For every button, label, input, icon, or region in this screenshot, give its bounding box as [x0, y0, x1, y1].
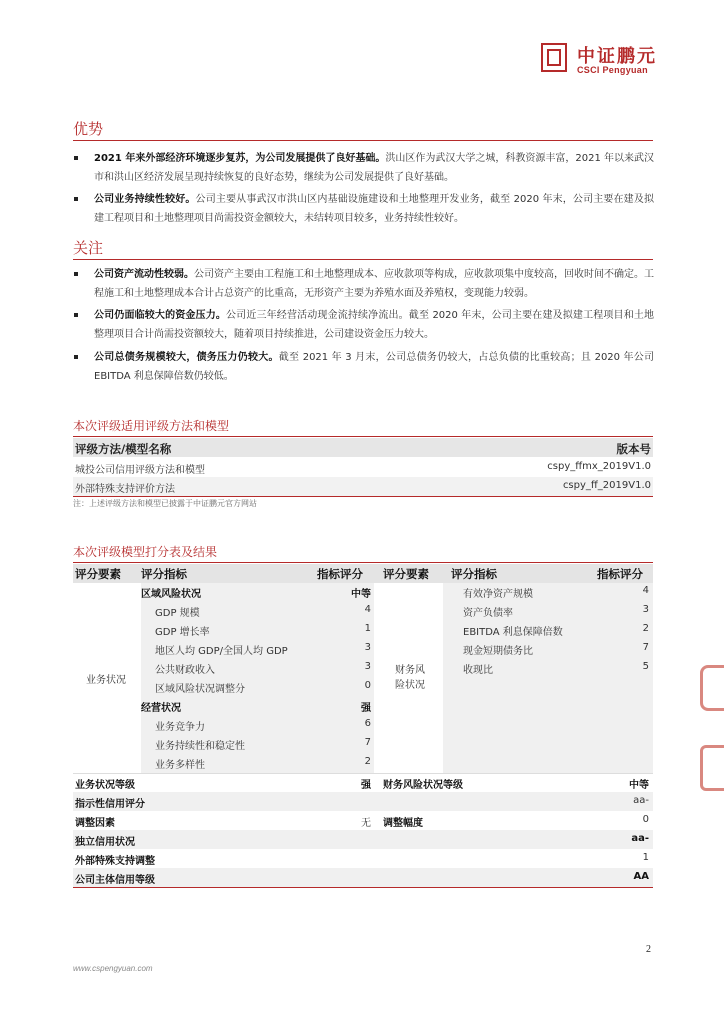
left-row-name: GDP 规模: [155, 608, 200, 619]
concern-item-3: [74, 348, 654, 386]
concern-item-3-text: 截至 2021 年 3 月末，公司总债务仍较大，占总负债的比重较高；且 2020 年公司 EBITDA 利息保障倍数仍较低。: [94, 352, 654, 382]
score-header-factor-right: 评分要素: [383, 567, 429, 581]
concerns-heading: 关注: [73, 239, 104, 257]
method-table-bottomline: [73, 496, 653, 497]
summary-adjust-label: 调整因素: [75, 818, 115, 829]
seal-stamp-fragment: [700, 745, 724, 791]
left-row-name: 经营状况: [141, 703, 181, 714]
score-table-bottomline: [73, 887, 653, 888]
strengths-divider: [73, 140, 653, 141]
strength-item-2-text: 公司主要从事武汉市洪山区内基础设施建设和土地整理开发业务，截至 2020 年末，公司主要在建及拟建工程项目和土地整理项目尚需投资金额较大，未结转项目较多，业务持续性较好。: [94, 194, 654, 224]
left-row-score: 0: [364, 680, 371, 691]
summary-adjust-value: 无: [361, 818, 371, 829]
summary-final-label: 公司主体信用等级: [75, 875, 155, 886]
bullet-icon: [74, 156, 78, 160]
score-header-indicator-left: 评分指标: [141, 567, 187, 581]
summary-finance-label: 财务风险状况等级: [383, 780, 463, 791]
left-row-score: 3: [364, 661, 371, 672]
row-bg: [73, 792, 653, 811]
left-row-score: 1: [364, 623, 371, 634]
summary-adjust-range-value: 0: [642, 814, 649, 825]
bullet-icon: [74, 355, 78, 359]
left-row-name: 公共财政收入: [155, 665, 215, 676]
left-row-score: 强: [361, 703, 371, 714]
factor-finance: [378, 583, 442, 773]
row-bg: [73, 868, 653, 887]
factor-business-label: 业务状况: [86, 674, 126, 686]
left-row-name: 地区人均 GDP/全国人均 GDP: [155, 646, 288, 657]
summary-indicative-value: aa-: [633, 795, 649, 806]
right-row-score: 2: [642, 623, 649, 634]
concern-item-3-bold: 公司总债务规模较大，债务压力仍较大。: [94, 352, 279, 363]
right-row-score: 3: [642, 604, 649, 615]
concern-item-2-text: 公司近三年经营活动现金流持续净流出。截至 2020 年末，公司主要在建及拟建工程项目和土地整理项目合计尚需投资额较大，随着项目持续推进，公司建设资金压力较大。: [94, 310, 655, 340]
method-row: [73, 477, 653, 496]
col-gap: [140, 583, 141, 773]
summary-support-value: 1: [642, 852, 649, 863]
score-header-score-right: 指标评分: [597, 567, 643, 581]
concern-item-1-text: 公司资产主要由工程施工和土地整理成本、应收款项等构成，应收款项集中度较高，回收时间不确定。工程施工和土地整理成本合计占总资产的比重高，无形资产主要为养殖水面及养殖权，变现能力较弱。: [94, 269, 654, 299]
right-row-name: 有效净资产规模: [463, 589, 533, 600]
row-divider: [73, 773, 653, 774]
left-row-name: 业务多样性: [155, 760, 205, 771]
right-row-score: 4: [642, 585, 649, 596]
summary-business-value: 强: [361, 780, 371, 791]
score-header-factor-left: 评分要素: [75, 567, 121, 581]
strength-item-1-bold: 2021 年来外部经济环境逐步复苏，为公司发展提供了良好基础。: [94, 153, 386, 164]
factor-business: [73, 583, 139, 773]
logo-text-cn: 中证鹏元: [577, 46, 657, 67]
concern-item-2: [74, 306, 654, 344]
bullet-icon: [74, 272, 78, 276]
footer-website: www.cspengyuan.com: [73, 964, 153, 973]
method-row-version: cspy_ff_2019V1.0: [562, 480, 651, 491]
summary-business-label: 业务状况等级: [75, 780, 135, 791]
left-row-name: 区域风险状况: [141, 589, 201, 600]
concerns-divider: [73, 259, 653, 260]
seal-stamp-fragment: [700, 665, 724, 711]
left-row-score: 4: [364, 604, 371, 615]
left-row-score: 3: [364, 642, 371, 653]
method-col-name: 评级方法/模型名称: [75, 442, 172, 456]
left-row-name: 业务竞争力: [155, 722, 205, 733]
strength-item-2-bold: 公司业务持续性较好。: [94, 194, 196, 205]
summary-indicative-label: 指示性信用评分: [75, 799, 145, 810]
method-table-title: 本次评级适用评级方法和模型: [73, 419, 230, 433]
score-header-indicator-right: 评分指标: [451, 567, 497, 581]
left-row-score: 7: [364, 737, 371, 748]
method-table-topline: [73, 436, 653, 437]
left-row-name: 业务持续性和稳定性: [155, 741, 245, 752]
page-number: 2: [646, 944, 651, 955]
summary-support-label: 外部特殊支持调整: [75, 856, 155, 867]
score-table-title: 本次评级模型打分表及结果: [73, 545, 218, 559]
strength-item-1-text: 洪山区作为武汉大学之城，科教资源丰富，2021 年以来武汉市和洪山区经济发展呈现持续恢复的良好态势，继续为公司发展提供了良好基础。: [94, 153, 654, 183]
factor-finance-label: 财务风险状况: [395, 665, 425, 691]
method-row-version: cspy_ffmx_2019V1.0: [547, 461, 651, 472]
concern-item-1: [74, 265, 654, 303]
method-table-note: 注：上述评级方法和模型已披露于中证鹏元官方网站: [73, 499, 257, 508]
method-row: [73, 458, 653, 477]
method-row-name: 外部特殊支持评价方法: [75, 484, 175, 495]
left-row-score: 6: [364, 718, 371, 729]
right-row-score: 5: [642, 661, 649, 672]
left-row-score: 2: [364, 756, 371, 767]
left-row-score: 中等: [351, 589, 371, 600]
right-row-name: 现金短期债务比: [463, 646, 533, 657]
right-row-score: 7: [642, 642, 649, 653]
strength-item-2: [74, 190, 654, 228]
concern-item-2-bold: 公司仍面临较大的资金压力。: [94, 310, 227, 321]
score-header-score-left: 指标评分: [317, 567, 363, 581]
summary-final-value: AA: [633, 871, 649, 882]
score-table-topline: [73, 562, 653, 563]
right-row-name: 收现比: [463, 665, 493, 676]
strength-item-1: [74, 149, 654, 187]
row-bg: [73, 830, 653, 849]
method-col-version: 版本号: [616, 442, 651, 456]
bullet-icon: [74, 197, 78, 201]
logo-mark: [541, 43, 567, 72]
left-row-name: GDP 增长率: [155, 627, 210, 638]
summary-standalone-value: aa-: [631, 833, 649, 844]
logo-text-en: CSCI Pengyuan: [577, 65, 648, 75]
method-row-name: 城投公司信用评级方法和模型: [75, 465, 205, 476]
right-row-name: EBITDA 利息保障倍数: [463, 627, 563, 638]
summary-standalone-label: 独立信用状况: [75, 837, 135, 848]
left-row-name: 区域风险状况调整分: [155, 684, 245, 695]
summary-adjust-range-label: 调整幅度: [383, 818, 423, 829]
strengths-heading: 优势: [73, 120, 104, 138]
method-table-header: [73, 438, 653, 457]
summary-finance-value: 中等: [629, 780, 649, 791]
bullet-icon: [74, 313, 78, 317]
right-row-name: 资产负债率: [463, 608, 513, 619]
concern-item-1-bold: 公司资产流动性较弱。: [94, 269, 194, 280]
